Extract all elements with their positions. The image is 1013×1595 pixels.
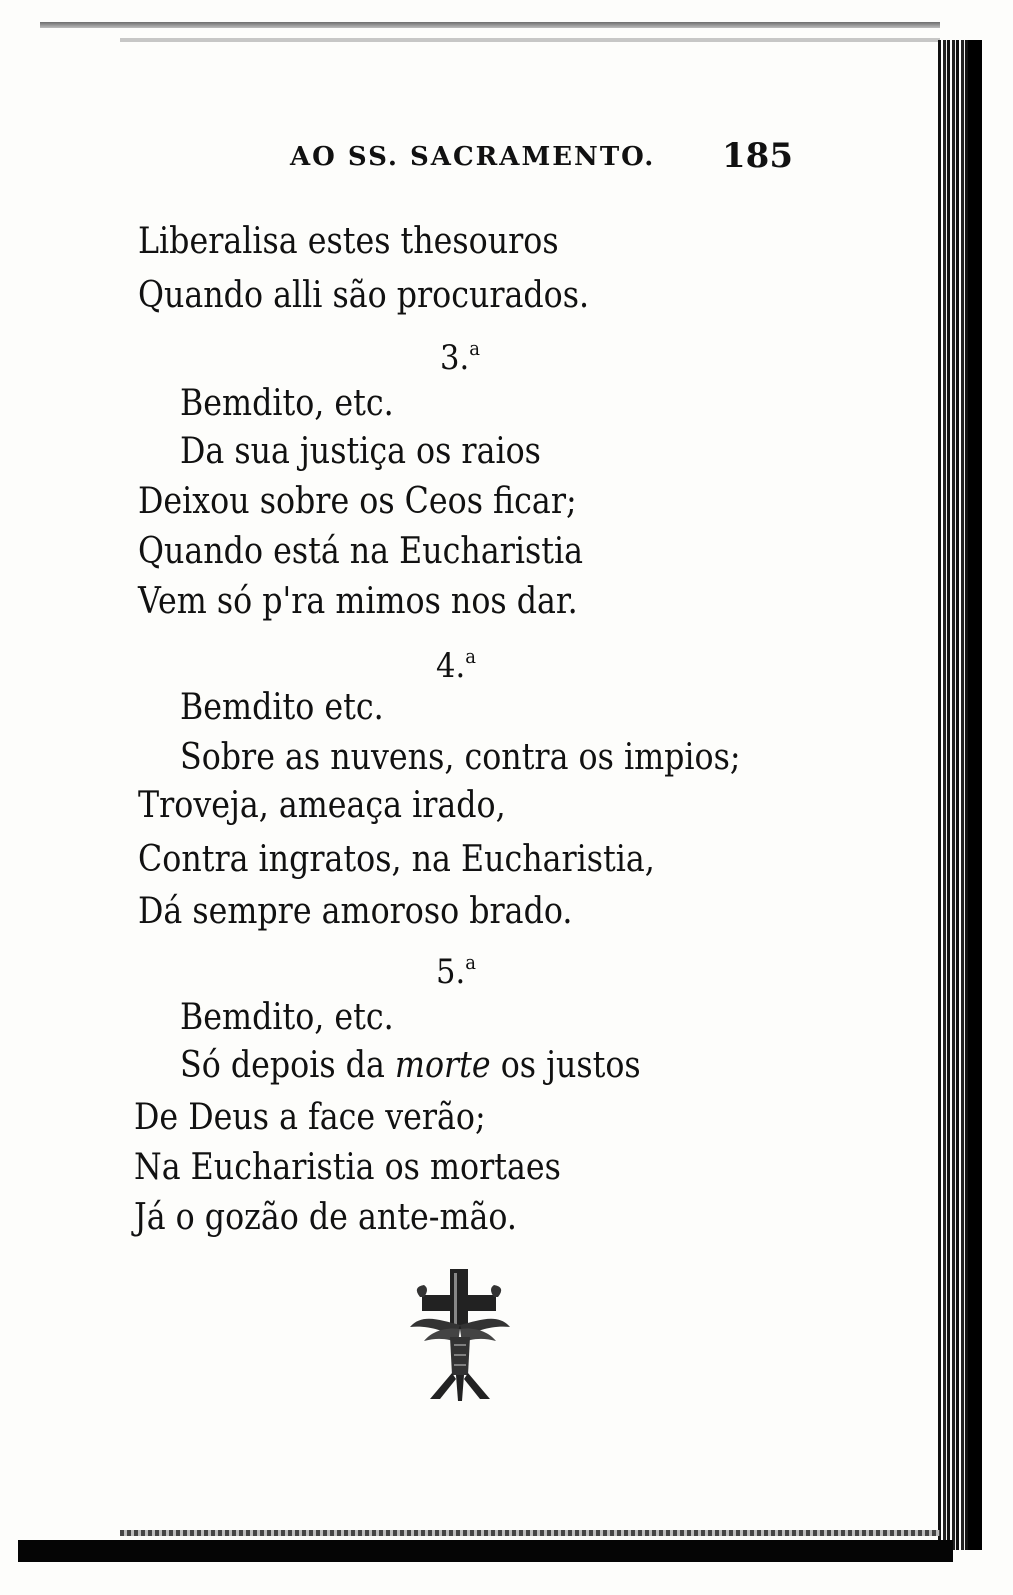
stanza-number-ordinal: a [465, 644, 476, 668]
verse-text: Só depois da [180, 1045, 395, 1086]
verse-line: Sobre as nuvens, contra os impios; [180, 737, 741, 778]
verse-line: De Deus a face verão; [134, 1097, 486, 1138]
verse-line: Quando alli são procurados. [138, 275, 590, 316]
stanza-number [436, 940, 476, 994]
verse-text: os justos [490, 1045, 641, 1086]
verse-refrain: Bemdito, etc. [180, 997, 394, 1038]
verse-line: Liberalisa estes thesouros [138, 221, 559, 262]
verse-line: Já o gozão de ante-mão. [134, 1197, 517, 1238]
stanza-number [436, 634, 476, 688]
verse-line: Contra ingratos, na Eucharistia, [138, 839, 655, 880]
verse-refrain: Bemdito, etc. [180, 383, 394, 424]
page-right-binding [968, 40, 982, 1550]
stanza-number [440, 326, 480, 380]
verse-italic-text: morte [394, 1045, 491, 1086]
verse-line: Vem só p'ra mimos nos dar. [138, 581, 578, 622]
page-top-shadow [120, 38, 940, 42]
verse-refrain: Bemdito etc. [180, 687, 384, 728]
stanza-number-ordinal: a [469, 336, 480, 360]
page-bottom-shadow [120, 1530, 940, 1536]
running-head: AO SS. SACRAMENTO. [290, 142, 656, 172]
page-header [290, 136, 830, 184]
verse-line: Deixou sobre os Ceos ficar; [138, 481, 577, 522]
verse-line: Dá sempre amoroso brado. [138, 891, 573, 932]
stanza-number-value: 4. [436, 646, 466, 686]
verse-line: Troveja, ameaça irado, [138, 785, 506, 826]
verse-line: Na Eucharistia os mortaes [134, 1147, 561, 1188]
verse-line: Da sua justiça os raios [180, 431, 541, 472]
stanza-number-value: 3. [440, 338, 470, 378]
page-bottom-edge [18, 1540, 953, 1562]
verse-line: Quando está na Eucharistia [138, 531, 583, 572]
page-top-edge [40, 22, 940, 28]
stanza-number-ordinal: a [465, 950, 476, 974]
cross-wheat-sheaf-icon [400, 1265, 520, 1405]
verse-line [180, 1044, 972, 1088]
page-number: 185 [722, 136, 793, 176]
stanza-number-value: 5. [436, 952, 466, 992]
